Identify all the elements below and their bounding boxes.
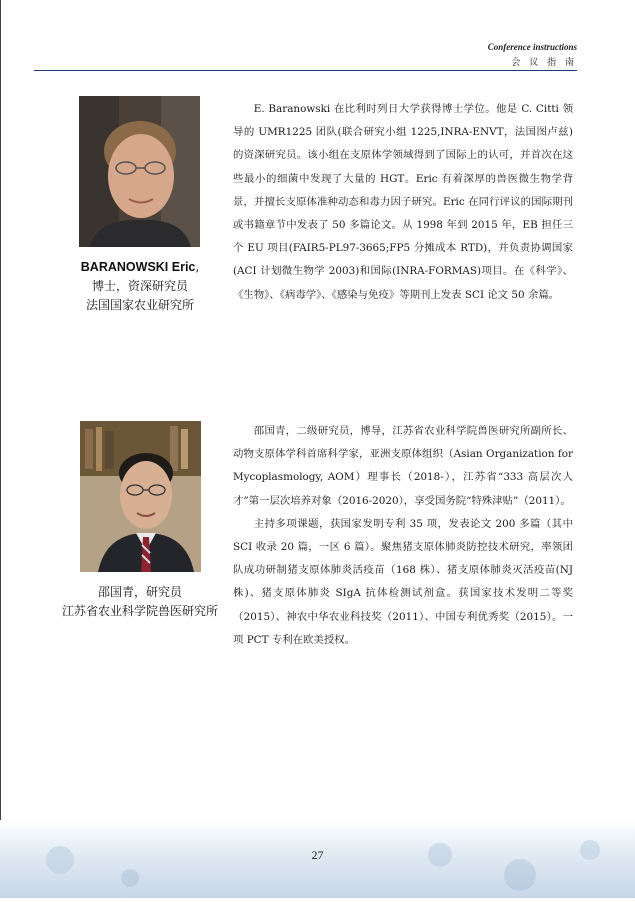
bio-paragraph: 主持多项课题，获国家发明专利 35 项，发表论文 200 多篇（其中 SCI 收录 20 篇，一区 6 篇）。聚焦猪支原体肺炎防控技术研究，率领团队成功研制猪支原体肺炎活疫苗（168 株）、猪支原体肺炎灭活疫苗(NJ 株)、猪支原体肺炎 SIgA 抗体检测试剂盒。获国家技术发明二等奖（2015）、神农中华农业科技奖（2011）、中国专利优秀奖（2015）。一项 PCT 专利在欧美授权。 bbox=[233, 517, 573, 646]
person-name: BARANOWSKI Eric bbox=[80, 260, 196, 274]
person-title: 博士，资深研究员 bbox=[91, 279, 188, 293]
caption-baranowski: BARANOWSKI Eric, 博士，资深研究员 法国国家农业研究所 bbox=[66, 258, 214, 315]
bio-paragraph: 邵国青，二级研究员，博导，江苏省农业科学院兽医研究所副所长、动物支原体学科首席科学家，亚洲支原体组织（Asian Organization for Mycoplasmology, AOM）理事长（2018-），江苏省“333 高层次人才”第一层次培养对象（2016-2020），享受国务院“特殊津贴”（2011）。 bbox=[233, 425, 573, 507]
person-affiliation: 江苏省农业科学院兽医研究所 bbox=[61, 604, 218, 618]
portrait-photo-shao bbox=[80, 421, 201, 572]
bio-baranowski bbox=[233, 98, 573, 307]
header-title-en: Conference instructions bbox=[487, 42, 577, 52]
person-affiliation: 法国国家农业研究所 bbox=[85, 298, 194, 312]
header-title-zh: 会 议 指 南 bbox=[511, 58, 577, 68]
person-title: 邵国青，研究员 bbox=[97, 585, 182, 599]
bio-shao bbox=[233, 420, 573, 652]
bio-paragraph: E. Baranowski 在比利时列日大学获得博士学位。他是 C. Citti 领导的 UMR1225 团队(联合研究小组 1225,INRA-ENVT，法国图卢兹)的资深研究员。该小组在支原体学领域得到了国际上的认可，并首次在这些最小的细菌中发现了大量的 HGT。Eric 有着深厚的兽医微生物学背景，并擅长支原体准种动态和毒力因子研究。Eric 在同行评议的国际期刊或书籍章节中发表了 50 多篇论文。从 1998 年到 2015 年，EB 担任三个 EU 项目(FAIR5-PL97-3665;FP5 分摊成本 RTD)，并负责协调国家(ACI 计划微生物学 2003)和国际(INRA-FORMAS)项目。在《科学》、《生物》、《病毒学》、《感染与免疫》等期刊上发表 SCI 论文 50 余篇。 bbox=[233, 103, 573, 301]
portrait-illustration bbox=[79, 96, 200, 247]
header-divider bbox=[34, 70, 577, 71]
portrait-illustration bbox=[80, 421, 201, 572]
page-edge-rule bbox=[0, 0, 1, 898]
caption-shao bbox=[52, 583, 228, 621]
page-number: 27 bbox=[311, 848, 324, 862]
portrait-photo-baranowski bbox=[79, 96, 200, 247]
